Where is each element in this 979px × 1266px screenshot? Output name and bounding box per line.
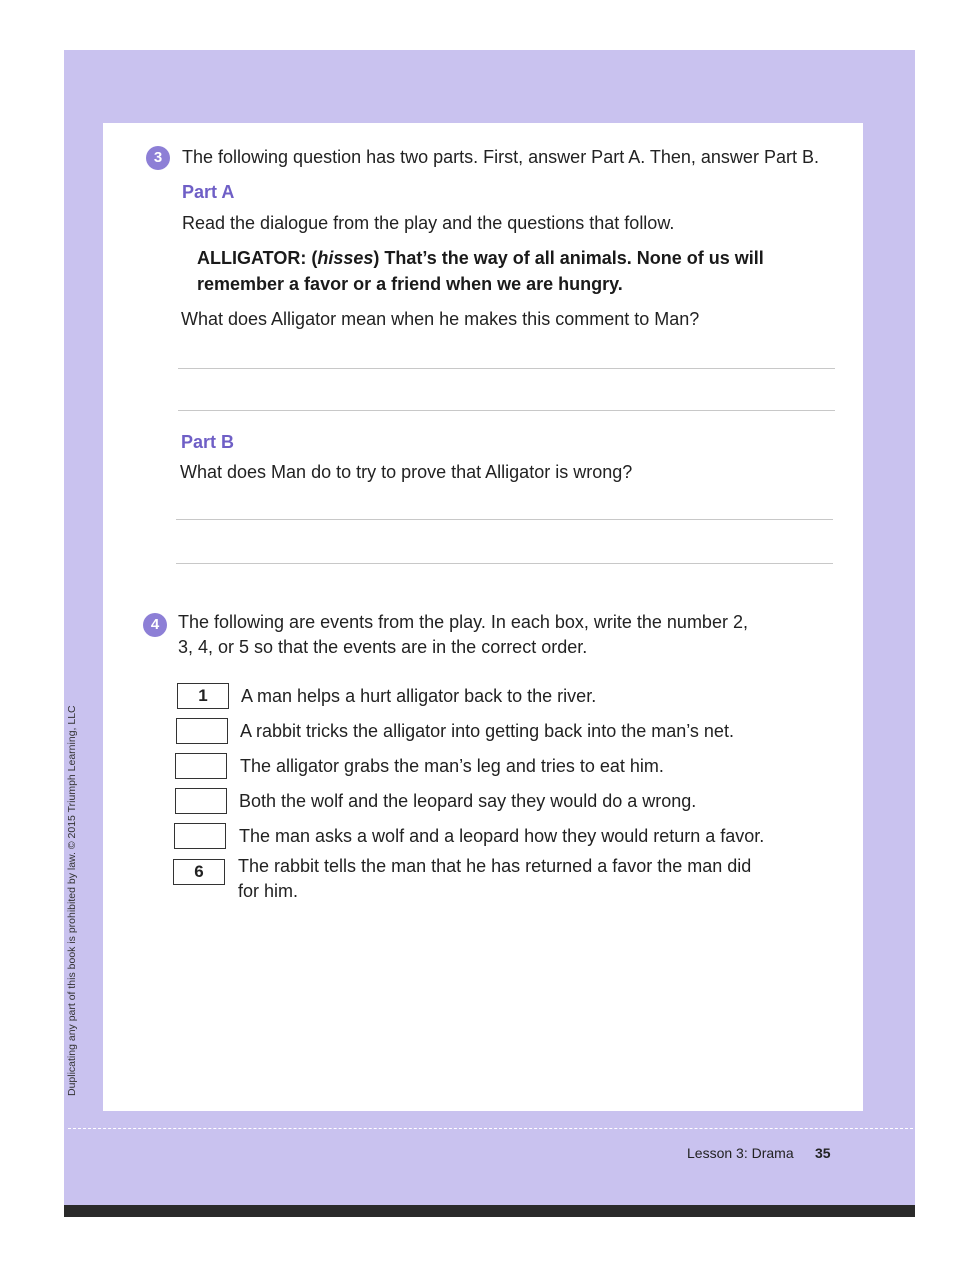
event-6-text: The rabbit tells the man that he has returned a favor the man did: [238, 856, 752, 876]
footer-divider: [68, 1128, 913, 1129]
question-3-intro: The following question has two parts. First, answer Part A. Then, answer Part B.: [182, 147, 819, 167]
event-2-text: A rabbit tricks the alligator into getting back into the man’s net.: [240, 721, 734, 741]
quote-stage-direction: hisses: [317, 248, 374, 268]
copyright-note: Duplicating any part of this book is prohibited by law. © 2015 Triumph Learning, LLC: [66, 705, 78, 1096]
dialogue-quote-line-2: remember a favor or a friend when we are hungry.: [197, 274, 623, 294]
event-3-order-box[interactable]: [175, 753, 227, 779]
question-4-intro-line-1: The following are events from the play. In each box, write the number 2,: [178, 612, 748, 632]
event-5-text: The man asks a wolf and a leopard how they would return a favor.: [239, 826, 765, 846]
event-3-text: The alligator grabs the man’s leg and tries to eat him.: [240, 756, 664, 776]
quote-line-1-rest: ) That’s the way of all animals. None of us will: [373, 248, 764, 268]
part-a-question: What does Alligator mean when he makes this comment to Man?: [181, 309, 700, 329]
question-4-badge: 4: [143, 613, 167, 637]
dialogue-quote-line-1: [197, 245, 764, 271]
lesson-title: Lesson 3: Drama: [687, 1145, 794, 1161]
event-4-order-box[interactable]: [175, 788, 227, 814]
part-b-answer-line-2[interactable]: [176, 563, 833, 564]
event-4-text: Both the wolf and the leopard say they would do a wrong.: [239, 791, 697, 811]
page-bottom-edge: [64, 1205, 915, 1217]
quote-speaker: ALLIGATOR: (: [197, 248, 318, 268]
part-a-instruction: Read the dialogue from the play and the questions that follow.: [182, 213, 675, 233]
part-b-label: Part B: [181, 432, 235, 452]
part-a-answer-line-1[interactable]: [178, 368, 835, 369]
part-b-question: What does Man do to try to prove that Alligator is wrong?: [180, 462, 633, 482]
page-number: 35: [815, 1145, 831, 1161]
part-a-label: Part A: [182, 182, 235, 202]
part-b-answer-line-1[interactable]: [176, 519, 833, 520]
event-1-order-box[interactable]: 1: [177, 683, 229, 709]
event-2-order-box[interactable]: [176, 718, 228, 744]
question-4-intro-line-2: 3, 4, or 5 so that the events are in the correct order.: [178, 637, 588, 657]
event-5-order-box[interactable]: [174, 823, 226, 849]
event-1-text: A man helps a hurt alligator back to the river.: [241, 686, 597, 706]
question-3-badge: 3: [146, 146, 170, 170]
event-6-text-cont: for him.: [238, 881, 299, 901]
event-6-order-box[interactable]: 6: [173, 859, 225, 885]
part-a-answer-line-2[interactable]: [178, 410, 835, 411]
